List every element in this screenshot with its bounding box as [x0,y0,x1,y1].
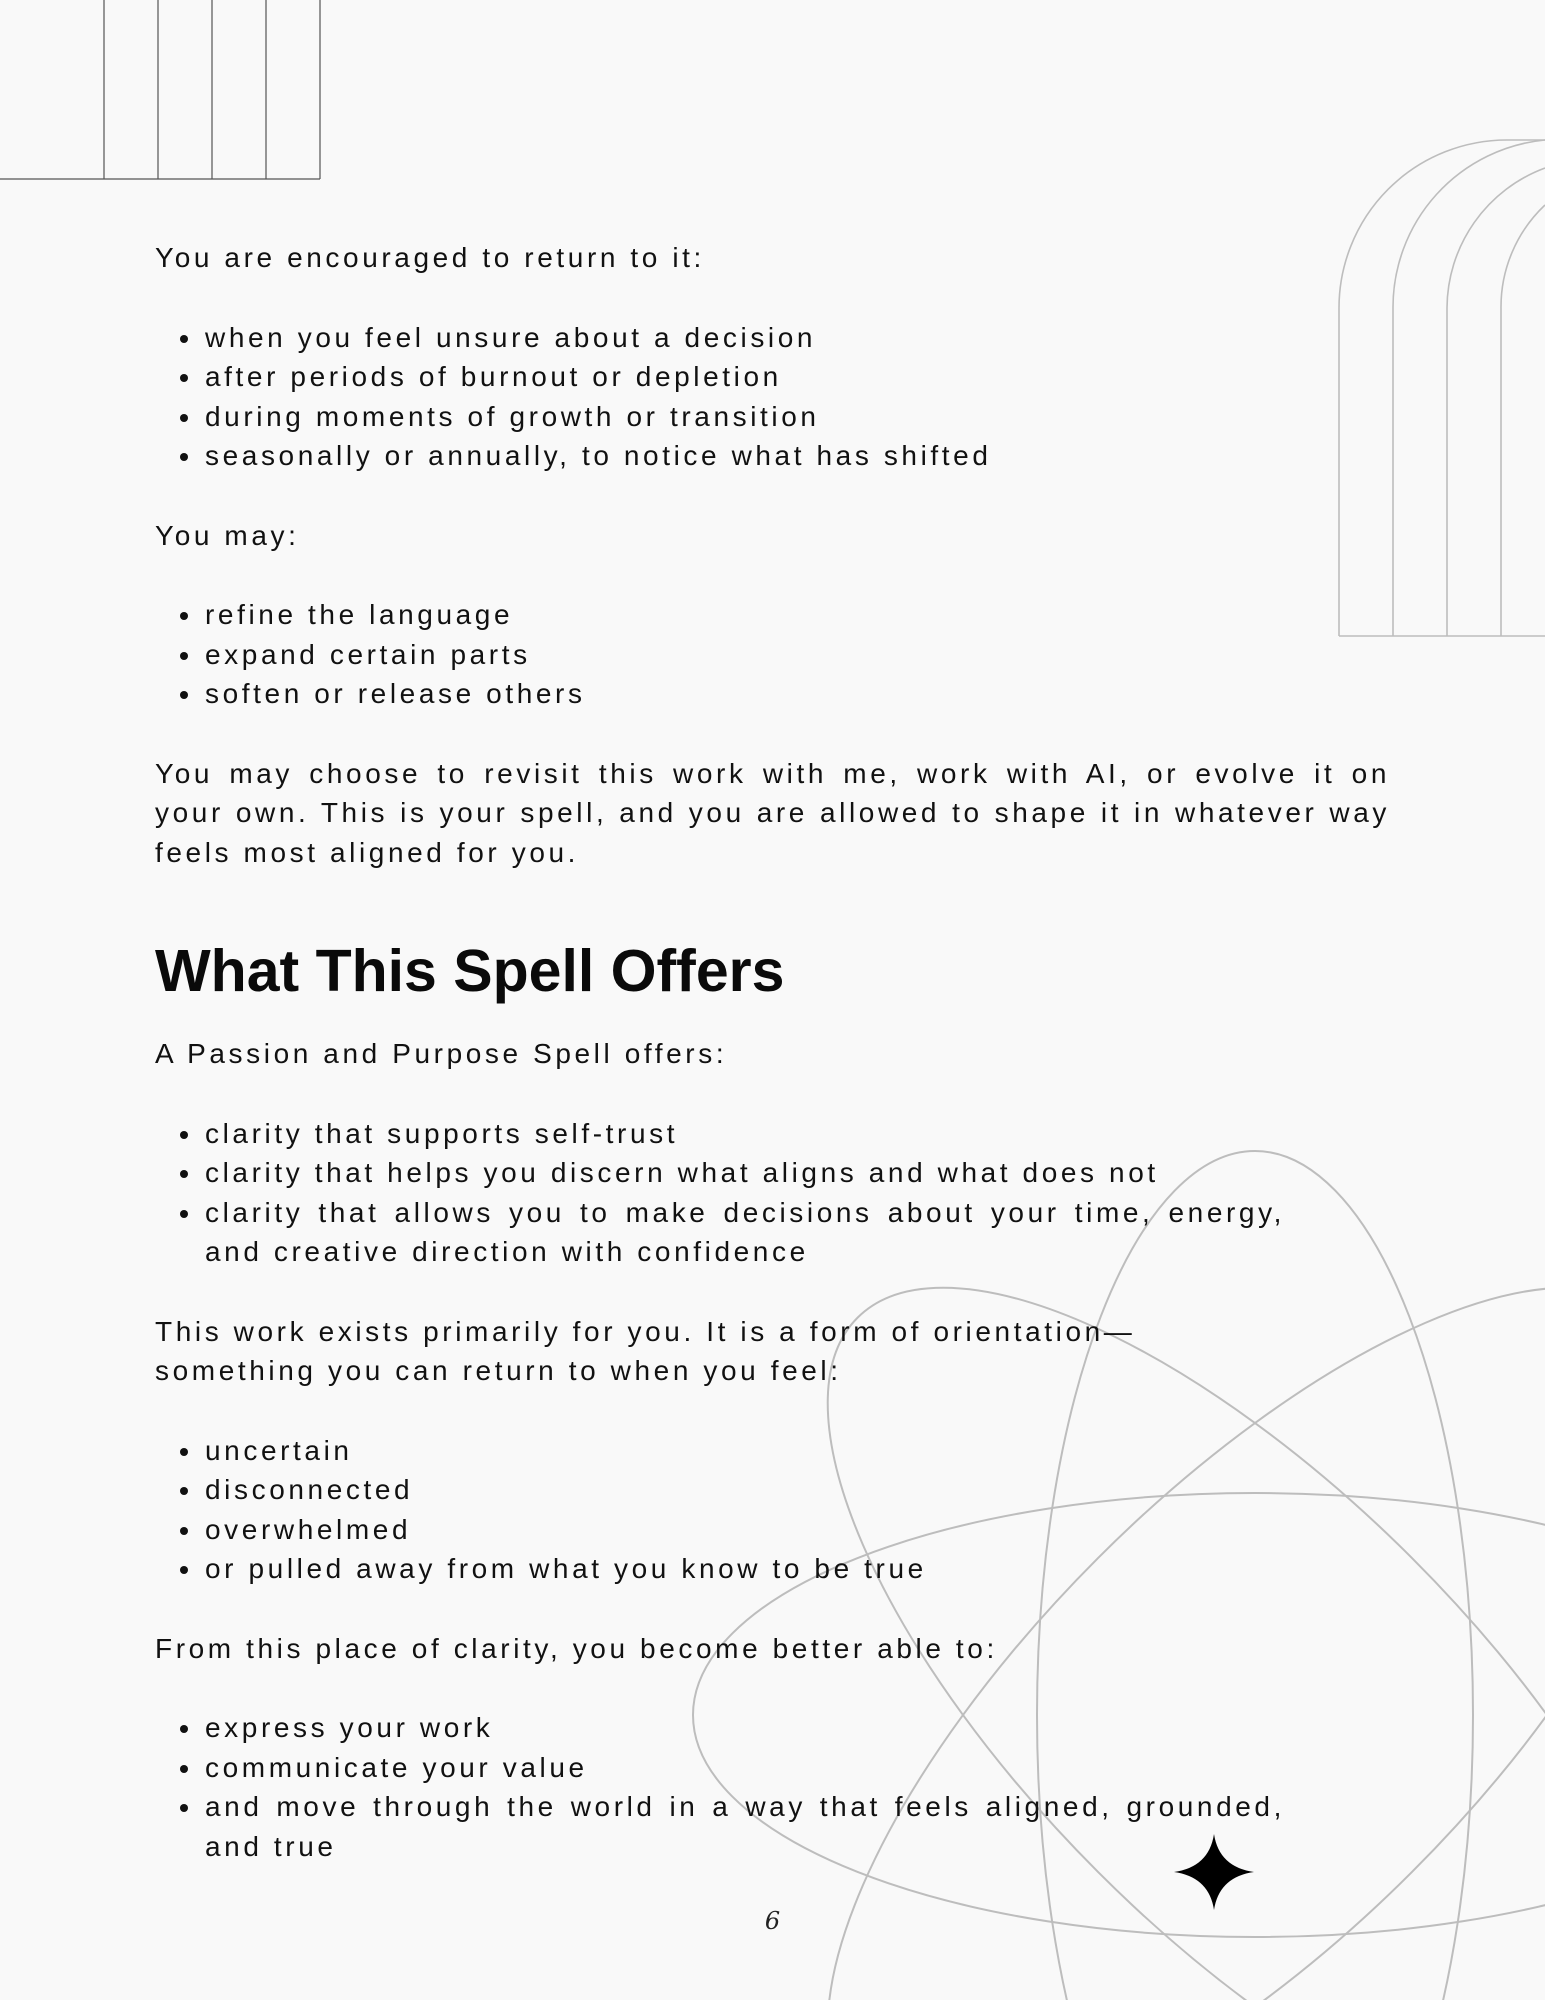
page-number: 6 [764,1907,781,1935]
list-item: • during moments of growth or transition [203,397,1390,437]
feelings-list [155,1431,1390,1589]
list-item: • or pulled away from what you know to be true [203,1549,1390,1589]
abilities-list [155,1708,1390,1866]
list-item: • express your work [203,1708,1390,1748]
offers-lead: A Passion and Purpose Spell offers: [155,1038,728,1069]
list-item: • uncertain [203,1431,1390,1471]
list-item: • overwhelmed [203,1510,1390,1550]
list-item: • soften or release others [203,674,1390,714]
list-item: • expand certain parts [203,635,1390,675]
list-item: • refine the language [203,595,1390,635]
may-lead: You may: [155,519,300,551]
list-item: • when you feel unsure about a decision [203,318,1390,358]
page-content [155,238,1390,1906]
list-item: • communicate your value [203,1748,1390,1788]
grid-lines-decoration [0,0,320,179]
list-item: • clarity that allows you to make decisions about your time, energy, and creative direction with confidence [203,1193,1390,1272]
return-list [155,318,1390,476]
section-heading: What This Spell Offers [155,938,785,1004]
list-item: • seasonally or annually, to notice what has shifted [203,436,1390,476]
list-item: • clarity that supports self-trust [203,1114,1390,1154]
offers-list [155,1114,1390,1272]
orientation-paragraph: This work exists primarily for you. It is a form of orientation— something you can return to when you feel: [155,1315,1136,1386]
list-item: • clarity that helps you discern what aligns and what does not [203,1153,1390,1193]
clarity-lead: From this place of clarity, you become better able to: [155,1632,998,1664]
revisit-paragraph: You may choose to revisit this work with me, work with AI, or evolve it on your own. This is your spell, and you are allowed to shape it in whatever way feels most aligned for you. [155,757,1390,868]
list-item: • after periods of burnout or depletion [203,357,1390,397]
may-list [155,595,1390,714]
list-item: • and move through the world in a way that feels aligned, grounded, and true [203,1787,1390,1866]
intro-lead: You are encouraged to return to it: [155,242,705,273]
list-item: • disconnected [203,1470,1390,1510]
